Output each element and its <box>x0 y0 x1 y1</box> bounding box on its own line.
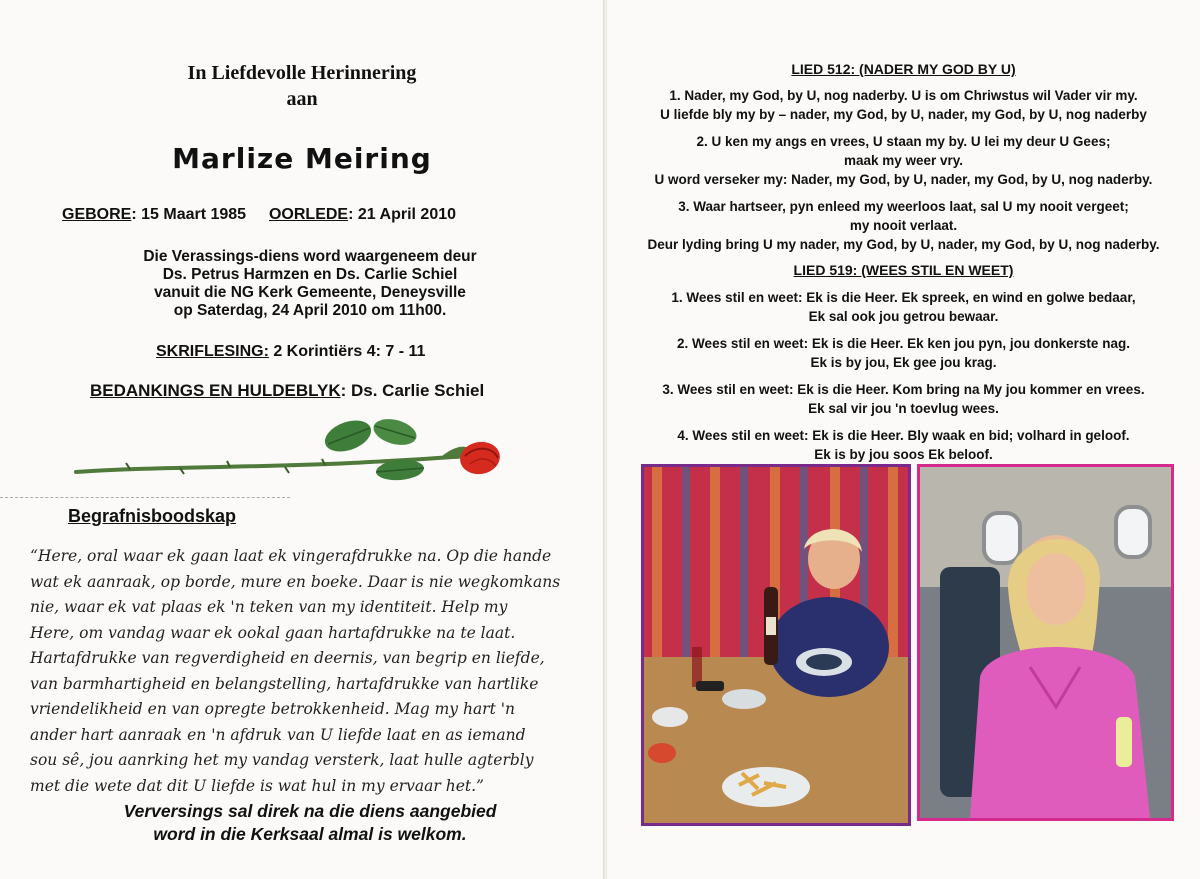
message-line: Here, om vandag waar ek ookal gaan hartafdrukke na te laat. <box>30 623 516 642</box>
hymn2-verses <box>607 288 1200 464</box>
message-line: “Here, oral waar ek gaan laat ek vingerafdrukke na. Op die hande <box>30 547 552 565</box>
hymn2-line: 3. Wees stil en weet: Ek is die Heer. Kom bring na My jou kommer en vrees. <box>662 382 1145 397</box>
hymn2-title: LIED 519: (WEES STIL EN WEET) <box>793 262 1014 278</box>
hymn1-line: 2. U ken my angs en vrees, U staan my by. U lei my deur U Gees; <box>696 134 1111 149</box>
hymn1-line: 3. Waar hartseer, pyn enleed my weerloos laat, sal U my nooit vergeet; <box>678 199 1129 214</box>
photo-restaurant <box>641 464 911 826</box>
hymn1-line: maak my weer vry. <box>843 153 964 168</box>
message-line: vriendelikheid en van opregte betrokkenheid. Mag my hart 'n <box>30 700 515 718</box>
hymn1-line: U liefde bly my by – nader, my God, by U, nader, my God, by U, nog naderby <box>660 107 1147 122</box>
service-line: Die Verassings-diens word waargeneem deur <box>143 248 477 265</box>
dates-line <box>62 206 456 224</box>
service-details <box>60 248 560 320</box>
rose-illustration <box>70 416 510 496</box>
message-line: ander hart aanraak en 'n afdruk van U liefde laat en as iemand <box>30 725 526 744</box>
born-label: GEBORE <box>62 206 132 223</box>
funeral-message <box>30 544 595 799</box>
message-line: met die wete dat dit U liefde is wat hul in my ervaar het.” <box>30 776 484 795</box>
hymn1-line: U word verseker my: Nader, my God, by U, nader, my God, by U, nog naderby. <box>654 172 1153 187</box>
closing-note <box>40 800 580 846</box>
message-line: wat ek aanraak, op borde, mure en boeke. Daar is nie wegkomkans <box>30 572 561 591</box>
hymn1-line: my nooit verlaat. <box>849 218 958 233</box>
died-date: : 21 April 2010 <box>348 206 457 223</box>
reading-label: SKRIFLESING: <box>156 343 269 360</box>
scripture-reading <box>156 343 425 361</box>
hymn1-line: 1. Nader, my God, by U, nog naderby. U is om Chriwstus wil Vader vir my. <box>669 88 1138 103</box>
memorial-heading: In Liefdevolle Herinnering <box>187 62 417 84</box>
divider <box>0 497 290 498</box>
hymn2-line: Ek is by jou soos Ek beloof. <box>814 447 993 462</box>
message-line: nie, waar ek vat plaas ek 'n teken van my identiteit. Help my <box>30 598 508 616</box>
hymn2-line: 1. Wees stil en weet: Ek is die Heer. Ek spreek, en wind en golwe bedaar, <box>671 290 1136 305</box>
hymn2-line: Ek sal ook jou getrou bewaar. <box>808 309 999 324</box>
closing-line: Verversings sal direk na die diens aangebied <box>123 801 497 821</box>
service-line: vanuit die NG Kerk Gemeente, Deneysville <box>154 284 466 301</box>
right-page <box>607 0 1200 879</box>
memorial-heading-aan: aan <box>286 88 318 110</box>
deceased-name: Marlize Meiring <box>172 142 432 175</box>
thanks-label: BEDANKINGS EN HULDEBLYK <box>90 381 341 400</box>
service-line: Ds. Petrus Harmzen en Ds. Carlie Schiel <box>162 266 458 283</box>
photo-airplane <box>917 464 1174 821</box>
hymn1-title: LIED 512: (NADER MY GOD BY U) <box>791 61 1016 77</box>
reading-value: 2 Korintiërs 4: 7 - 11 <box>268 343 426 360</box>
message-line: van barmhartigheid en belangstelling, hartafdrukke van hartlike <box>30 674 539 693</box>
closing-line: word in die Kerksaal almal is welkom. <box>153 824 467 844</box>
thanks-line <box>90 381 484 401</box>
hymn2-line: 4. Wees stil en weet: Ek is die Heer. Bly waak en bid; volhard in geloof. <box>677 428 1130 443</box>
hymn1-line: Deur lyding bring U my nader, my God, by U, nader, my God, by U, nog naderby. <box>647 237 1160 252</box>
hymn2-line: 2. Wees stil en weet: Ek is die Heer. Ek ken jou pyn, jou donkerste nag. <box>677 336 1130 351</box>
born-date: : 15 Maart 1985 <box>131 206 247 223</box>
message-line: Hartafdrukke van regverdigheid en deernis, van begrip en liefde, <box>30 649 545 667</box>
hymn2-line: Ek is by jou, Ek gee jou krag. <box>810 355 997 370</box>
hymn2-line: Ek sal vir jou 'n toevlug wees. <box>808 401 999 416</box>
message-line: sou sê, jou aanrking het my vandag versterk, laat hulle agterbly <box>30 751 534 769</box>
thanks-value: : Ds. Carlie Schiel <box>340 381 485 400</box>
photo-airplane-image <box>920 467 1171 818</box>
message-title: Begrafnisboodskap <box>68 506 237 526</box>
photo-restaurant-image <box>644 467 908 823</box>
died-label: OORLEDE <box>268 206 349 223</box>
service-line: op Saterdag, 24 April 2010 om 11h00. <box>173 302 447 319</box>
hymn1-verses <box>607 86 1200 254</box>
